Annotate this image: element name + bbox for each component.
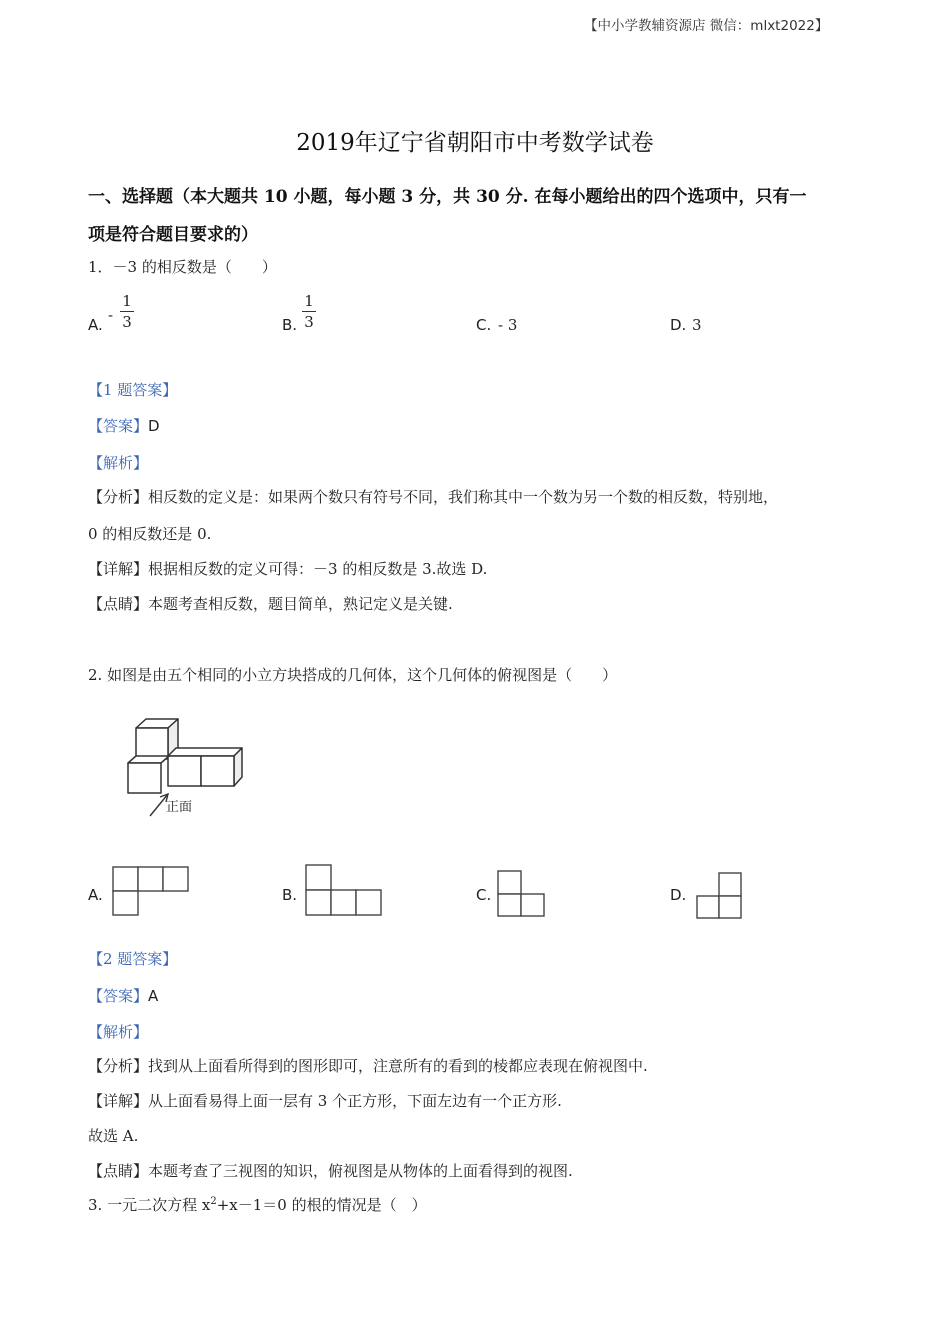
q2-option-b-figure bbox=[305, 864, 383, 918]
q1-option-b-label: B. bbox=[282, 316, 298, 334]
answer-value: D bbox=[148, 417, 160, 435]
q1-option-d-label: D. bbox=[670, 316, 687, 334]
q2-answer-header: 【2 题答案】 bbox=[88, 950, 178, 968]
q1-option-d-text: 3 bbox=[692, 316, 702, 334]
q2-analysis-guxuan: 故选 A. bbox=[88, 1127, 139, 1145]
q1-option-a-fraction bbox=[120, 292, 134, 331]
answer-tag: 【答案】 bbox=[88, 987, 149, 1005]
q1-analysis-dianjing: 【点睛】本题考查相反数，题目简单，熟记定义是关键. bbox=[88, 595, 453, 613]
q2-option-d-figure bbox=[696, 872, 744, 920]
section-heading-line1: 一、选择题（本大题共 10 小题，每小题 3 分，共 30 分. 在每小题给出的四个选项中，只有一 bbox=[88, 187, 807, 207]
q2-option-c-label: C. bbox=[476, 886, 492, 904]
answer-tag: 【答案】 bbox=[88, 417, 149, 435]
q1-answer-header: 【1 题答案】 bbox=[88, 381, 178, 399]
q2-analysis-dianjing: 【点睛】本题考查了三视图的知识，俯视图是从物体的上面看得到的视图. bbox=[88, 1162, 573, 1180]
section-heading-line2: 项是符合题目要求的） bbox=[88, 225, 258, 245]
q2-option-a-label: A. bbox=[88, 886, 103, 904]
q1-option-c-text: - 3 bbox=[498, 316, 518, 334]
q2-option-a-figure bbox=[112, 866, 190, 918]
fraction-denominator: 3 bbox=[122, 313, 132, 331]
answer-value: A bbox=[148, 987, 159, 1005]
q1-analysis-tag: 【解析】 bbox=[88, 454, 149, 472]
q1-answer-line bbox=[88, 415, 160, 436]
q2-analysis-xiangjie: 【详解】从上面看易得上面一层有 3 个正方形，下面左边有一个正方形. bbox=[88, 1092, 562, 1110]
q1-analysis-fenxi-cont: 0 的相反数还是 0. bbox=[88, 525, 212, 543]
q1-option-b-fraction bbox=[302, 292, 316, 331]
q2-option-d-label: D. bbox=[670, 886, 687, 904]
q3-stem-prefix: 3. 一元二次方程 x bbox=[88, 1196, 211, 1214]
q1-option-a-sign: - bbox=[108, 306, 114, 324]
q3-stem-suffix: +x－1＝0 的根的情况是（ ） bbox=[216, 1196, 427, 1214]
q2-option-b-label: B. bbox=[282, 886, 298, 904]
fraction-bar bbox=[302, 311, 316, 312]
q2-analysis-fenxi: 【分析】找到从上面看所得到的图形即可，注意所有的看到的棱都应表现在俯视图中. bbox=[88, 1057, 648, 1075]
fraction-bar bbox=[120, 311, 134, 312]
q3-exponent: 2 bbox=[210, 1196, 217, 1207]
header-note: 【中小学教辅资源店 微信：mlxt2022】 bbox=[584, 18, 829, 34]
q1-analysis-fenxi: 【分析】相反数的定义是：如果两个数只有符号不同，我们称其中一个数为另一个数的相反数，特别地， bbox=[88, 488, 779, 506]
q2-figure-label: 正面 bbox=[166, 800, 193, 815]
q2-answer-line bbox=[88, 985, 158, 1006]
q2-analysis-tag: 【解析】 bbox=[88, 1023, 149, 1041]
q1-stem: 1．－3 的相反数是（ ） bbox=[88, 258, 277, 276]
q2-stem: 2. 如图是由五个相同的小立方块搭成的几何体，这个几何体的俯视图是（ ） bbox=[88, 666, 618, 684]
q2-cube-figure bbox=[120, 712, 250, 822]
page-title: 2019年辽宁省朝阳市中考数学试卷 bbox=[296, 130, 654, 156]
fraction-denominator: 3 bbox=[304, 313, 314, 331]
fraction-numerator: 1 bbox=[304, 292, 314, 310]
q1-option-a-label: A. bbox=[88, 316, 103, 334]
q2-option-c-figure bbox=[497, 870, 547, 918]
q1-option-c-label: C. bbox=[476, 316, 492, 334]
q1-analysis-xiangjie: 【详解】根据相反数的定义可得：－3 的相反数是 3.故选 D. bbox=[88, 560, 488, 578]
q3-stem bbox=[88, 1194, 427, 1215]
fraction-numerator: 1 bbox=[122, 292, 132, 310]
